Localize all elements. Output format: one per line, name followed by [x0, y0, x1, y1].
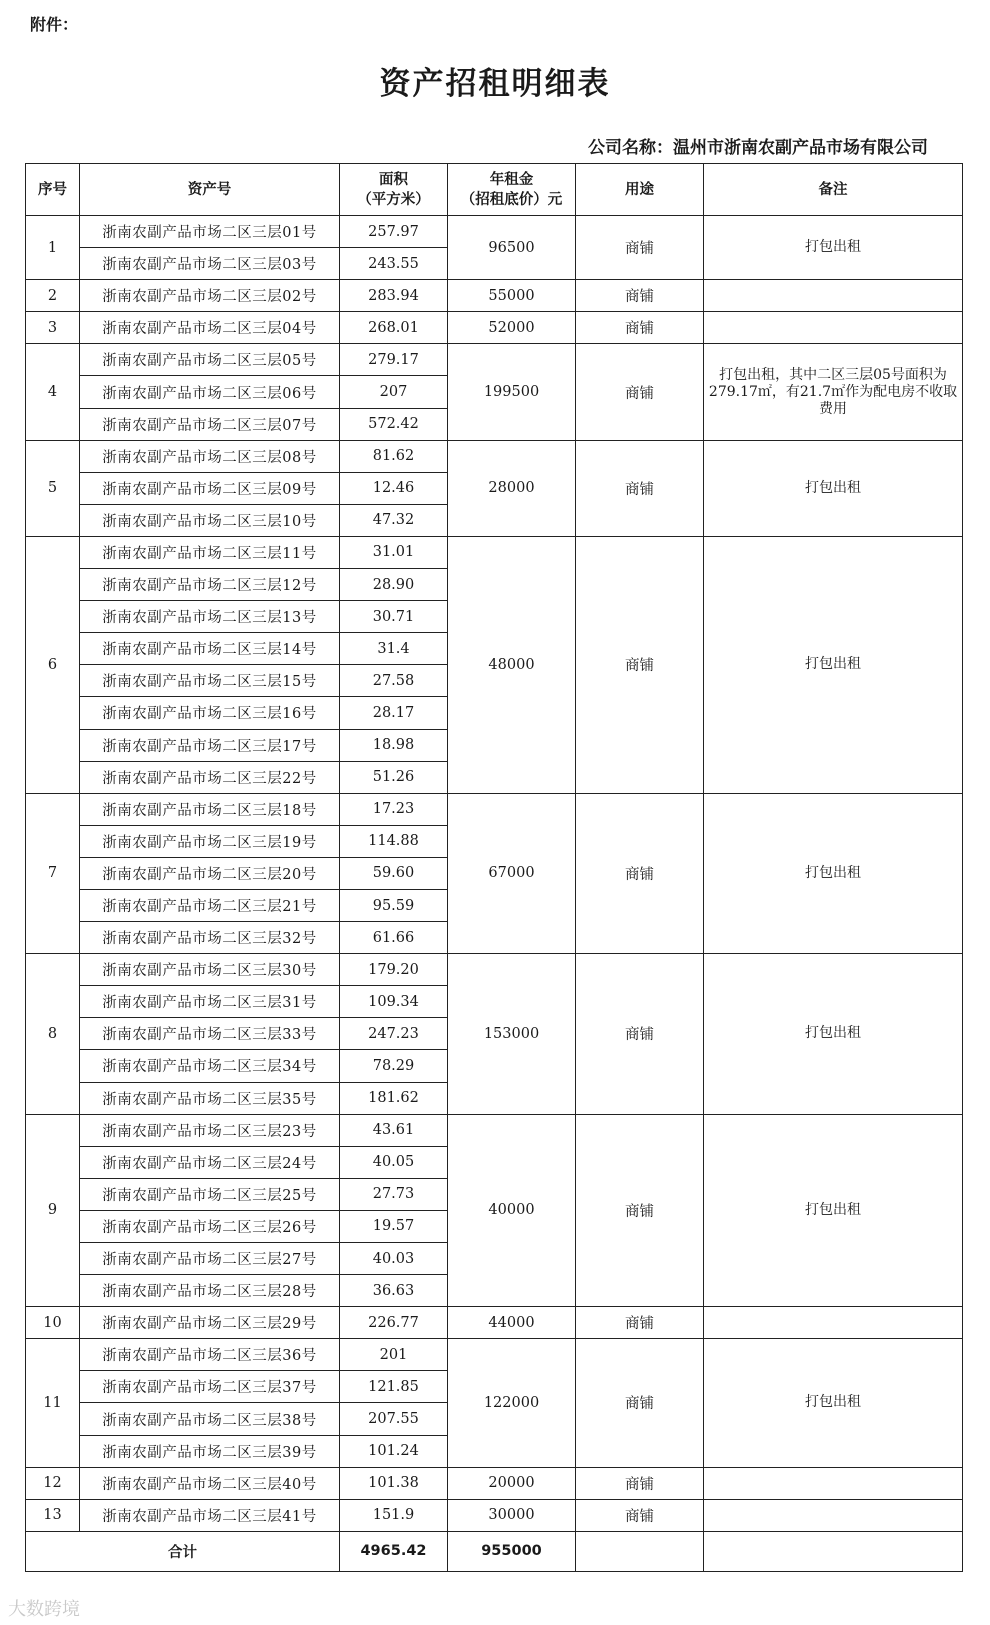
asset-number: 浙南农副产品市场二区三层04号	[80, 312, 340, 344]
asset-number: 浙南农副产品市场二区三层05号	[80, 344, 340, 376]
table-header-row	[26, 164, 963, 216]
area-value: 279.17	[340, 344, 448, 376]
area-value: 226.77	[340, 1307, 448, 1339]
asset-number: 浙南农副产品市场二区三层01号	[80, 216, 340, 248]
total-note-empty	[704, 1531, 963, 1571]
total-rent: 955000	[448, 1531, 576, 1571]
area-value: 28.90	[340, 569, 448, 601]
usage: 商铺	[576, 954, 704, 1114]
table-row	[26, 1339, 963, 1371]
asset-number: 浙南农副产品市场二区三层26号	[80, 1210, 340, 1242]
area-value: 114.88	[340, 825, 448, 857]
usage: 商铺	[576, 1499, 704, 1531]
table-row	[26, 216, 963, 248]
asset-number: 浙南农副产品市场二区三层06号	[80, 376, 340, 408]
annual-rent: 55000	[448, 280, 576, 312]
asset-number: 浙南农副产品市场二区三层02号	[80, 280, 340, 312]
asset-number: 浙南农副产品市场二区三层08号	[80, 440, 340, 472]
row-seq: 7	[26, 793, 80, 953]
asset-number: 浙南农副产品市场二区三层28号	[80, 1275, 340, 1307]
row-seq: 1	[26, 216, 80, 280]
header-use: 用途	[576, 164, 704, 216]
asset-number: 浙南农副产品市场二区三层22号	[80, 761, 340, 793]
asset-number: 浙南农副产品市场二区三层16号	[80, 697, 340, 729]
usage: 商铺	[576, 440, 704, 536]
attachment-label: 附件：	[30, 15, 79, 34]
header-asset: 资产号	[80, 164, 340, 216]
area-value: 207	[340, 376, 448, 408]
annual-rent: 28000	[448, 440, 576, 536]
company-name: 公司名称：温州市浙南农副产品市场有限公司	[588, 138, 928, 158]
usage: 商铺	[576, 1307, 704, 1339]
annual-rent: 199500	[448, 344, 576, 440]
page-title: 资产招租明细表	[379, 66, 611, 102]
row-seq: 3	[26, 312, 80, 344]
area-value: 18.98	[340, 729, 448, 761]
area-value: 51.26	[340, 761, 448, 793]
area-value: 95.59	[340, 889, 448, 921]
asset-number: 浙南农副产品市场二区三层09号	[80, 472, 340, 504]
area-value: 109.34	[340, 986, 448, 1018]
asset-number: 浙南农副产品市场二区三层21号	[80, 889, 340, 921]
area-value: 19.57	[340, 1210, 448, 1242]
area-value: 201	[340, 1339, 448, 1371]
asset-number: 浙南农副产品市场二区三层24号	[80, 1146, 340, 1178]
area-value: 151.9	[340, 1499, 448, 1531]
annual-rent: 67000	[448, 793, 576, 953]
area-value: 247.23	[340, 1018, 448, 1050]
asset-number: 浙南农副产品市场二区三层34号	[80, 1050, 340, 1082]
area-value: 81.62	[340, 440, 448, 472]
asset-number: 浙南农副产品市场二区三层38号	[80, 1403, 340, 1435]
asset-number: 浙南农副产品市场二区三层30号	[80, 954, 340, 986]
asset-number: 浙南农副产品市场二区三层13号	[80, 601, 340, 633]
asset-number: 浙南农副产品市场二区三层12号	[80, 569, 340, 601]
table-row	[26, 312, 963, 344]
remark: 打包出租	[704, 440, 963, 536]
table-row	[26, 440, 963, 472]
remark	[704, 312, 963, 344]
asset-number: 浙南农副产品市场二区三层33号	[80, 1018, 340, 1050]
annual-rent: 48000	[448, 536, 576, 793]
row-seq: 4	[26, 344, 80, 440]
row-seq: 8	[26, 954, 80, 1114]
asset-number: 浙南农副产品市场二区三层40号	[80, 1467, 340, 1499]
annual-rent: 30000	[448, 1499, 576, 1531]
asset-number: 浙南农副产品市场二区三层39号	[80, 1435, 340, 1467]
area-value: 78.29	[340, 1050, 448, 1082]
remark	[704, 1307, 963, 1339]
annual-rent: 20000	[448, 1467, 576, 1499]
asset-number: 浙南农副产品市场二区三层03号	[80, 248, 340, 280]
usage: 商铺	[576, 1467, 704, 1499]
total-label: 合计	[26, 1531, 340, 1571]
remark: 打包出租	[704, 536, 963, 793]
header-area-line1: 面积	[379, 171, 408, 188]
asset-number: 浙南农副产品市场二区三层19号	[80, 825, 340, 857]
asset-number: 浙南农副产品市场二区三层36号	[80, 1339, 340, 1371]
header-area-line2: （平方米）	[357, 191, 430, 208]
table-row	[26, 954, 963, 986]
table-row	[26, 1307, 963, 1339]
annual-rent: 44000	[448, 1307, 576, 1339]
usage: 商铺	[576, 216, 704, 280]
table-body	[26, 216, 963, 1532]
header-area	[340, 164, 448, 216]
usage: 商铺	[576, 344, 704, 440]
asset-number: 浙南农副产品市场二区三层17号	[80, 729, 340, 761]
asset-number: 浙南农副产品市场二区三层15号	[80, 665, 340, 697]
area-value: 17.23	[340, 793, 448, 825]
area-value: 59.60	[340, 857, 448, 889]
usage: 商铺	[576, 793, 704, 953]
area-value: 181.62	[340, 1082, 448, 1114]
remark: 打包出租	[704, 954, 963, 1114]
remark: 打包出租	[704, 793, 963, 953]
asset-number: 浙南农副产品市场二区三层20号	[80, 857, 340, 889]
row-seq: 11	[26, 1339, 80, 1467]
asset-number: 浙南农副产品市场二区三层29号	[80, 1307, 340, 1339]
area-value: 283.94	[340, 280, 448, 312]
remark	[704, 280, 963, 312]
area-value: 207.55	[340, 1403, 448, 1435]
remark: 打包出租	[704, 216, 963, 280]
area-value: 47.32	[340, 504, 448, 536]
remark: 打包出租	[704, 1339, 963, 1467]
remark: 打包出租，其中二区三层05号面积为279.17㎡，有21.7㎡作为配电房不收取费用	[704, 344, 963, 440]
remark	[704, 1467, 963, 1499]
asset-number: 浙南农副产品市场二区三层14号	[80, 633, 340, 665]
area-value: 40.03	[340, 1243, 448, 1275]
table-row	[26, 1467, 963, 1499]
asset-number: 浙南农副产品市场二区三层41号	[80, 1499, 340, 1531]
usage: 商铺	[576, 536, 704, 793]
area-value: 257.97	[340, 216, 448, 248]
annual-rent: 96500	[448, 216, 576, 280]
asset-number: 浙南农副产品市场二区三层31号	[80, 986, 340, 1018]
area-value: 101.24	[340, 1435, 448, 1467]
area-value: 12.46	[340, 472, 448, 504]
usage: 商铺	[576, 312, 704, 344]
asset-number: 浙南农副产品市场二区三层32号	[80, 922, 340, 954]
area-value: 30.71	[340, 601, 448, 633]
asset-number: 浙南农副产品市场二区三层35号	[80, 1082, 340, 1114]
table-row	[26, 344, 963, 376]
annual-rent: 153000	[448, 954, 576, 1114]
asset-rental-table	[25, 163, 963, 1572]
area-value: 121.85	[340, 1371, 448, 1403]
asset-number: 浙南农副产品市场二区三层37号	[80, 1371, 340, 1403]
row-seq: 9	[26, 1114, 80, 1307]
annual-rent: 40000	[448, 1114, 576, 1307]
area-value: 27.73	[340, 1178, 448, 1210]
table-row	[26, 1499, 963, 1531]
usage: 商铺	[576, 280, 704, 312]
total-area: 4965.42	[340, 1531, 448, 1571]
table-row	[26, 793, 963, 825]
table-row	[26, 280, 963, 312]
row-seq: 6	[26, 536, 80, 793]
usage: 商铺	[576, 1339, 704, 1467]
asset-number: 浙南农副产品市场二区三层11号	[80, 536, 340, 568]
area-value: 43.61	[340, 1114, 448, 1146]
remark: 打包出租	[704, 1114, 963, 1307]
area-value: 31.01	[340, 536, 448, 568]
annual-rent: 122000	[448, 1339, 576, 1467]
row-seq: 12	[26, 1467, 80, 1499]
area-value: 268.01	[340, 312, 448, 344]
area-value: 28.17	[340, 697, 448, 729]
remark	[704, 1499, 963, 1531]
row-seq: 5	[26, 440, 80, 536]
row-seq: 10	[26, 1307, 80, 1339]
total-use-empty	[576, 1531, 704, 1571]
row-seq: 2	[26, 280, 80, 312]
area-value: 101.38	[340, 1467, 448, 1499]
asset-number: 浙南农副产品市场二区三层10号	[80, 504, 340, 536]
area-value: 27.58	[340, 665, 448, 697]
header-rent-line1: 年租金	[489, 171, 534, 188]
total-row	[26, 1531, 963, 1571]
area-value: 179.20	[340, 954, 448, 986]
usage: 商铺	[576, 1114, 704, 1307]
header-note: 备注	[704, 164, 963, 216]
row-seq: 13	[26, 1499, 80, 1531]
header-rent	[448, 164, 576, 216]
asset-number: 浙南农副产品市场二区三层07号	[80, 408, 340, 440]
area-value: 61.66	[340, 922, 448, 954]
watermark: 大数跨境	[8, 1599, 80, 1620]
area-value: 36.63	[340, 1275, 448, 1307]
header-rent-line2: （招租底价）元	[460, 191, 563, 208]
annual-rent: 52000	[448, 312, 576, 344]
area-value: 572.42	[340, 408, 448, 440]
area-value: 31.4	[340, 633, 448, 665]
area-value: 40.05	[340, 1146, 448, 1178]
table-row	[26, 536, 963, 568]
asset-number: 浙南农副产品市场二区三层27号	[80, 1243, 340, 1275]
table-row	[26, 1114, 963, 1146]
header-seq: 序号	[26, 164, 80, 216]
area-value: 243.55	[340, 248, 448, 280]
asset-number: 浙南农副产品市场二区三层18号	[80, 793, 340, 825]
asset-number: 浙南农副产品市场二区三层25号	[80, 1178, 340, 1210]
asset-number: 浙南农副产品市场二区三层23号	[80, 1114, 340, 1146]
